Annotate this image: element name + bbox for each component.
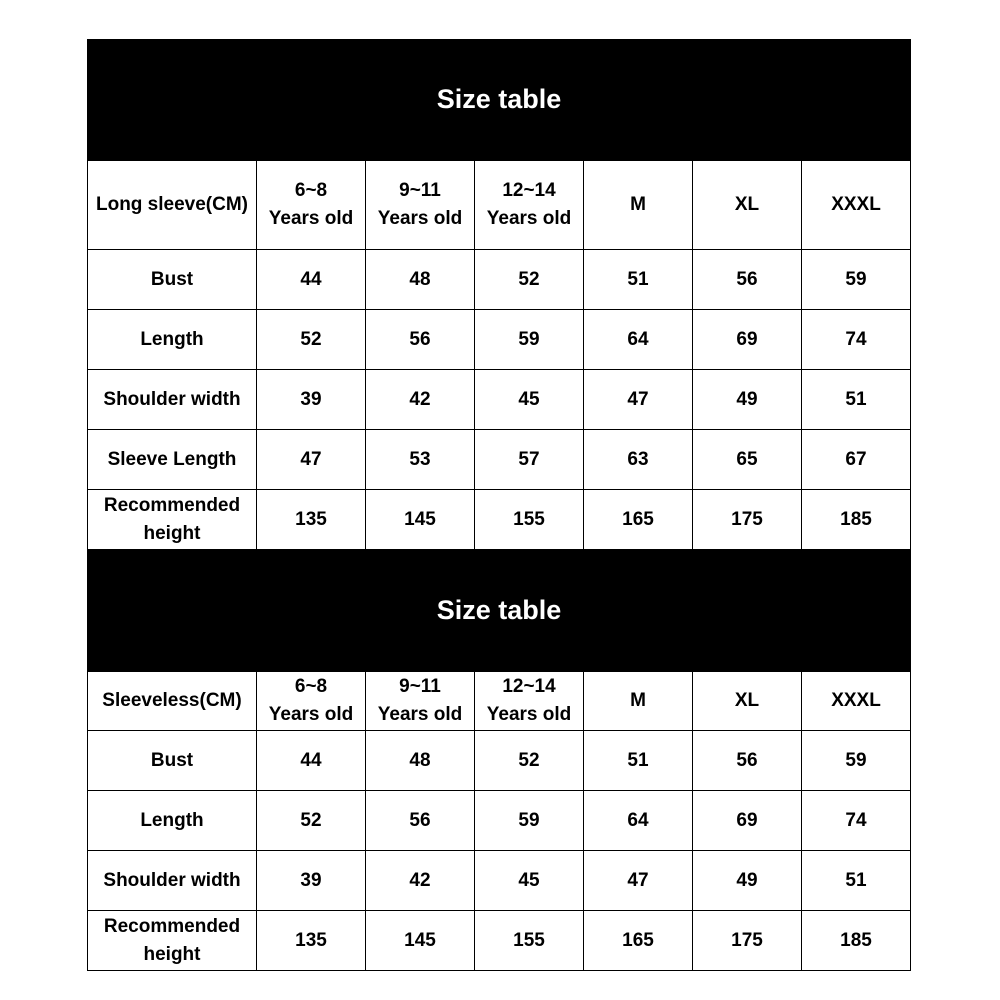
value-cell: 135: [257, 911, 366, 971]
value-cell: 67: [802, 430, 911, 490]
value-cell: 45: [475, 370, 584, 430]
long-sleeve-size-table: [87, 160, 911, 550]
value-cell: 39: [257, 851, 366, 911]
header-cell: 12~14 Years old: [475, 672, 584, 731]
value-cell: 52: [257, 791, 366, 851]
header-cell: M: [584, 672, 693, 731]
value-cell: 49: [693, 851, 802, 911]
value-cell: 59: [475, 791, 584, 851]
value-cell: 44: [257, 731, 366, 791]
header-cell: XL: [693, 161, 802, 250]
value-cell: 53: [366, 430, 475, 490]
header-cell: XXXL: [802, 672, 911, 731]
value-cell: 155: [475, 490, 584, 550]
row-label-cell: Length: [88, 791, 257, 851]
value-cell: 175: [693, 490, 802, 550]
value-cell: 42: [366, 851, 475, 911]
value-cell: 39: [257, 370, 366, 430]
table-row: [88, 310, 911, 370]
header-cell: 6~8 Years old: [257, 161, 366, 250]
value-cell: 48: [366, 250, 475, 310]
table-row: [88, 731, 911, 791]
value-cell: 145: [366, 911, 475, 971]
sleeveless-size-table: [87, 671, 911, 971]
value-cell: 69: [693, 791, 802, 851]
header-label-cell: Sleeveless(CM): [88, 672, 257, 731]
header-cell: M: [584, 161, 693, 250]
value-cell: 135: [257, 490, 366, 550]
value-cell: 64: [584, 310, 693, 370]
size-table-title: Size table: [87, 550, 911, 671]
value-cell: 57: [475, 430, 584, 490]
row-label-cell: Length: [88, 310, 257, 370]
value-cell: 47: [257, 430, 366, 490]
row-label-cell: Bust: [88, 250, 257, 310]
value-cell: 52: [475, 250, 584, 310]
value-cell: 145: [366, 490, 475, 550]
value-cell: 69: [693, 310, 802, 370]
value-cell: 47: [584, 370, 693, 430]
value-cell: 56: [693, 250, 802, 310]
value-cell: 49: [693, 370, 802, 430]
value-cell: 185: [802, 911, 911, 971]
table-row: [88, 370, 911, 430]
value-cell: 44: [257, 250, 366, 310]
row-label-cell: Recommended height: [88, 490, 257, 550]
value-cell: 48: [366, 731, 475, 791]
value-cell: 56: [693, 731, 802, 791]
table-row: [88, 851, 911, 911]
value-cell: 64: [584, 791, 693, 851]
row-label-cell: Bust: [88, 731, 257, 791]
value-cell: 42: [366, 370, 475, 430]
header-cell: 9~11 Years old: [366, 672, 475, 731]
row-label-cell: Sleeve Length: [88, 430, 257, 490]
value-cell: 175: [693, 911, 802, 971]
value-cell: 63: [584, 430, 693, 490]
header-cell: XL: [693, 672, 802, 731]
value-cell: 185: [802, 490, 911, 550]
value-cell: 59: [475, 310, 584, 370]
table-row: [88, 490, 911, 550]
table-row: [88, 791, 911, 851]
value-cell: 74: [802, 310, 911, 370]
table-header-row: [88, 161, 911, 250]
value-cell: 155: [475, 911, 584, 971]
value-cell: 74: [802, 791, 911, 851]
header-cell: XXXL: [802, 161, 911, 250]
value-cell: 45: [475, 851, 584, 911]
value-cell: 52: [475, 731, 584, 791]
value-cell: 51: [802, 370, 911, 430]
table-header-row: [88, 672, 911, 731]
value-cell: 51: [584, 731, 693, 791]
header-cell: 6~8 Years old: [257, 672, 366, 731]
row-label-cell: Shoulder width: [88, 370, 257, 430]
value-cell: 52: [257, 310, 366, 370]
table-row: [88, 911, 911, 971]
header-label-cell: Long sleeve(CM): [88, 161, 257, 250]
value-cell: 56: [366, 310, 475, 370]
value-cell: 165: [584, 911, 693, 971]
table-row: [88, 430, 911, 490]
size-chart-sheet: [87, 39, 911, 971]
value-cell: 65: [693, 430, 802, 490]
value-cell: 59: [802, 250, 911, 310]
row-label-cell: Recommended height: [88, 911, 257, 971]
value-cell: 51: [802, 851, 911, 911]
value-cell: 165: [584, 490, 693, 550]
value-cell: 56: [366, 791, 475, 851]
size-table-title: Size table: [87, 39, 911, 160]
header-cell: 9~11 Years old: [366, 161, 475, 250]
value-cell: 51: [584, 250, 693, 310]
value-cell: 47: [584, 851, 693, 911]
value-cell: 59: [802, 731, 911, 791]
header-cell: 12~14 Years old: [475, 161, 584, 250]
row-label-cell: Shoulder width: [88, 851, 257, 911]
table-row: [88, 250, 911, 310]
